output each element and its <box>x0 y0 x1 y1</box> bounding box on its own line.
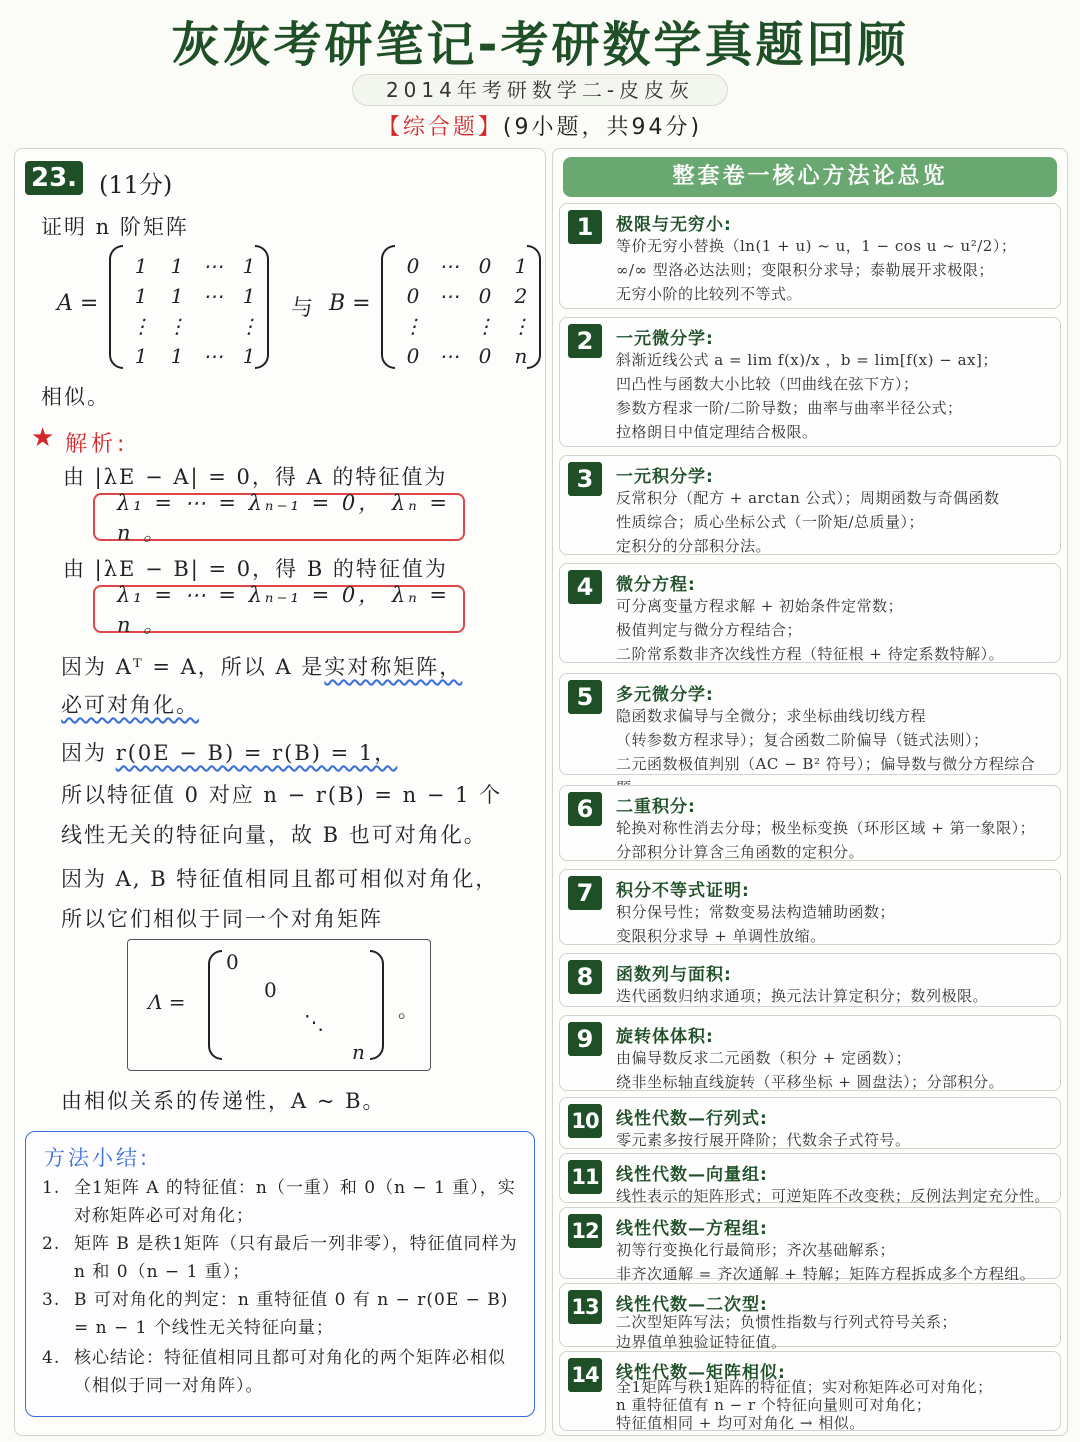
card-body <box>616 1238 1056 1286</box>
matrix-b-cell: 0 <box>406 284 420 308</box>
matrix-a-cell: 1 <box>242 254 256 278</box>
card-body <box>616 816 1056 864</box>
section-info: (9小题，共94分) <box>502 115 703 140</box>
analysis-text: 因为 <box>61 741 116 765</box>
card-number: 10 <box>568 1104 602 1138</box>
summary-item <box>42 1344 524 1400</box>
card-body <box>616 1046 1056 1094</box>
card-title: 线性代数—方程组: <box>616 1219 768 1239</box>
matrix-a-cell: ⋯ <box>203 284 223 308</box>
card-body <box>616 1184 1056 1208</box>
matrix-a-table <box>123 251 267 371</box>
card-line: 边界值单独验证特征值。 <box>616 1333 787 1351</box>
overview-card <box>559 673 1061 775</box>
matrix-a-cell: 1 <box>134 344 148 368</box>
card-number: 2 <box>568 324 602 358</box>
star-icon: ★ <box>31 423 55 453</box>
card-body <box>616 486 1056 558</box>
matrix-b-label: B = <box>329 291 371 316</box>
card-line: 非齐次通解 = 齐次通解 + 特解；矩阵方程拆成多个方程组。 <box>616 1265 1036 1283</box>
card-title: 多元微分学: <box>616 685 714 705</box>
card-line: 无穷小阶的比较列不等式。 <box>616 285 803 303</box>
summary-item-text: B 可对角化的判定：n 重特征值 0 有 n − r(0E − B) = n − 1 个线性无关特征向量； <box>74 1290 509 1338</box>
card-title: 线性代数—行列式: <box>616 1109 768 1129</box>
overview-card <box>559 785 1061 861</box>
card-line: 隐函数求偏导与全微分；求坐标曲线切线方程 <box>616 707 927 725</box>
card-line: 二次型矩阵写法；负惯性指数与行列式符号关系； <box>616 1313 958 1331</box>
matrix-b-cell: ⋯ <box>439 344 459 368</box>
eigenvalue-box: λ₁ = ⋯ = λₙ₋₁ = 0， λₙ = n 。 <box>93 585 465 633</box>
page-title: 灰灰考研笔记-考研数学真题回顾 <box>171 17 909 73</box>
problem-panel <box>14 148 546 1436</box>
card-number: 14 <box>568 1358 602 1392</box>
card-number: 4 <box>568 570 602 604</box>
matrix-a-cell <box>195 311 231 341</box>
card-title: 二重积分: <box>616 797 696 817</box>
matrix-b-cell: ⋯ <box>439 284 459 308</box>
summary-item <box>42 1230 524 1286</box>
diagonal-matrix-end: 。 <box>398 998 418 1022</box>
card-title: 一元微分学: <box>616 329 714 349</box>
highlight-text: r(0E − B) = r(B) = 1， <box>115 741 398 765</box>
overview-title: 整套卷一核心方法论总览 <box>563 157 1057 197</box>
card-line: 参数方程求一阶/二阶导数；曲率与曲率半径公式； <box>616 399 963 417</box>
summary-item <box>42 1286 524 1342</box>
matrix-a-cell: ⋯ <box>203 254 223 278</box>
card-number: 8 <box>568 960 602 994</box>
card-line: 定积分的分部积分法。 <box>616 537 772 555</box>
question-number: 23. <box>25 161 83 195</box>
matrix-a-label: A = <box>57 291 99 316</box>
matrix-b-cell: 0 <box>406 344 420 368</box>
summary-item-number: 2. <box>42 1234 61 1254</box>
highlight-text: 必可对角化。 <box>61 693 199 717</box>
card-number: 7 <box>568 876 602 910</box>
card-body <box>616 900 1056 948</box>
diagonal-left-paren <box>208 950 222 1060</box>
matrix-a-cell: 1 <box>242 284 256 308</box>
matrix-a-right-paren <box>255 245 269 369</box>
overview-card <box>559 953 1061 1007</box>
matrix-a-cell: ⋮ <box>131 314 151 338</box>
matrix-b-cell: 0 <box>478 344 492 368</box>
eigenvalue-box: λ₁ = ⋯ = λₙ₋₁ = 0， λₙ = n 。 <box>93 493 465 541</box>
matrix-a-cell: 1 <box>170 284 184 308</box>
overview-card <box>559 1351 1061 1431</box>
diagonal-entry: 0 <box>226 950 239 974</box>
card-line: 分部积分计算含三角函数的定积分。 <box>616 843 865 861</box>
card-body <box>616 234 1056 306</box>
matrix-a-cell: ⋯ <box>203 344 223 368</box>
summary-item-number: 4. <box>42 1348 61 1368</box>
overview-card <box>559 1153 1061 1203</box>
card-number: 5 <box>568 680 602 714</box>
analysis-line <box>61 737 397 767</box>
card-line: 等价无穷小替换（ln(1 + u) ~ u，1 − cos u ~ u²/2）； <box>616 237 1017 255</box>
summary-item-text: 全1矩阵 A 的特征值：n（一重）和 0（n − 1 重），实对称矩阵必可对角化； <box>74 1178 516 1226</box>
summary-item-text: 核心结论：特征值相同且都可对角化的两个矩阵必相似（相似于同一对角阵）。 <box>74 1348 506 1396</box>
card-line: 迭代函数归纳求通项；换元法计算定积分；数列极限。 <box>616 987 989 1005</box>
matrix-b-cell: ⋮ <box>511 314 531 338</box>
card-number: 13 <box>568 1290 602 1324</box>
analysis-line: 所以特征值 0 对应 n − r(B) = n − 1 个 <box>61 783 503 807</box>
matrix-a-cell: 1 <box>242 344 256 368</box>
card-number: 12 <box>568 1214 602 1248</box>
card-title: 积分不等式证明: <box>616 881 750 901</box>
analysis-line: 因为 A, B 特征值相同且都可相似对角化， <box>61 867 499 891</box>
overview-card <box>559 1283 1061 1351</box>
matrix-b-cell <box>431 311 467 341</box>
diagonal-entry: 0 <box>264 978 277 1002</box>
matrix-a-cell: 1 <box>170 344 184 368</box>
summary-item <box>42 1174 524 1230</box>
overview-card <box>559 1097 1061 1149</box>
card-line: n 重特征值有 n − r 个特征向量则可对角化； <box>616 1396 932 1414</box>
matrix-b-right-paren <box>527 245 541 369</box>
matrix-a-cell: 1 <box>170 254 184 278</box>
page-subtitle: 2014年考研数学二-皮皮灰 <box>352 74 728 106</box>
diagonal-entry: ⋱ <box>304 1010 324 1034</box>
card-title: 旋转体体积: <box>616 1027 714 1047</box>
diagonal-right-paren <box>370 950 384 1060</box>
problem-statement: 证明 n 阶矩阵 <box>41 215 189 239</box>
matrix-b-table <box>395 251 539 371</box>
card-line: 全1矩阵与秩1矩阵的特征值；实对称矩阵必可对角化； <box>616 1378 993 1396</box>
matrix-row <box>55 245 535 375</box>
card-number: 11 <box>568 1160 602 1194</box>
card-body <box>616 1378 1056 1432</box>
card-title: 微分方程: <box>616 575 696 595</box>
card-line: 变限积分求导 + 单调性放缩。 <box>616 927 826 945</box>
matrix-a-left-paren <box>109 245 123 369</box>
matrix-b-cell: ⋮ <box>475 314 495 338</box>
card-line: （转参数方程求导）；复合函数二阶偏导（链式法则）； <box>616 731 989 749</box>
card-body <box>616 1312 1056 1352</box>
card-body <box>616 594 1056 666</box>
card-line: 绕非坐标轴直线旋转（平移坐标 + 圆盘法）；分部积分。 <box>616 1073 1005 1091</box>
overview-card <box>559 869 1061 945</box>
analysis-line: 由 |λE − A| = 0，得 A 的特征值为 <box>63 465 448 489</box>
matrix-a <box>109 245 269 373</box>
analysis-label: 解析: <box>65 432 129 457</box>
analysis-text: 因为 Aᵀ = A，所以 A 是 <box>61 655 325 679</box>
card-line: 二阶常系数非齐次线性方程（特征根 + 待定系数特解）。 <box>616 645 1005 663</box>
matrix-a-cell: 1 <box>134 254 148 278</box>
matrix-a-cell: ⋮ <box>167 314 187 338</box>
card-line: 零元素多按行展开降阶；代数余子式符号。 <box>616 1131 911 1149</box>
problem-conclusion: 相似。 <box>41 385 110 409</box>
card-title: 线性代数—向量组: <box>616 1165 768 1185</box>
card-line: ∞/∞ 型洛必达法则；变限积分求导；泰勒展开求极限； <box>616 261 994 279</box>
card-number: 3 <box>568 462 602 496</box>
card-line: 斜渐近线公式 a = lim f(x)/x ，b = lim[f(x) − ax]； <box>616 351 998 369</box>
card-line: 积分保号性；常数变易法构造辅助函数； <box>616 903 896 921</box>
matrix-b-cell: 0 <box>478 254 492 278</box>
analysis-line: 由 |λE − B| = 0，得 B 的特征值为 <box>63 557 448 581</box>
section-line <box>0 110 1080 141</box>
card-line: 凹凸性与函数大小比较（凹曲线在弦下方）； <box>616 375 919 393</box>
matrix-b-cell: 2 <box>514 284 528 308</box>
overview-card <box>559 1015 1061 1091</box>
overview-card <box>559 1207 1061 1283</box>
card-title: 极限与无穷小: <box>616 215 732 235</box>
diagonal-matrix-label: Λ = <box>148 990 186 1014</box>
summary-item-number: 1. <box>42 1178 61 1198</box>
card-line: 线性表示的矩阵形式；可逆矩阵不改变秩；反例法判定充分性。 <box>616 1187 1051 1205</box>
matrix-b-cell: n <box>514 344 528 368</box>
analysis-line: 所以它们相似于同一个对角矩阵 <box>61 907 383 931</box>
diagonal-entry: n <box>352 1040 365 1064</box>
overview-card <box>559 317 1061 447</box>
card-number: 6 <box>568 792 602 826</box>
card-body <box>616 1128 1056 1152</box>
card-line: 性质综合；质心坐标公式（一阶矩/总质量）； <box>616 513 925 531</box>
card-line: 轮换对称性消去分母；极坐标变换（环形区域 + 第一象限）； <box>616 819 1036 837</box>
card-line: 二元函数极值判别（AC − B² 符号）；偏导数与微分方程综合 <box>616 755 1036 773</box>
matrix-connector: 与 <box>291 296 314 321</box>
matrix-b-cell: 1 <box>514 254 528 278</box>
card-number: 9 <box>568 1022 602 1056</box>
analysis-final: 由相似关系的传递性，A ~ B。 <box>61 1089 386 1113</box>
matrix-a-cell: 1 <box>134 284 148 308</box>
matrix-b-cell: 0 <box>406 254 420 278</box>
overview-panel <box>552 148 1068 1436</box>
card-title: 一元积分学: <box>616 467 714 487</box>
card-body <box>616 348 1056 444</box>
card-line: 由偏导数反求二元函数（积分 + 定函数）； <box>616 1049 912 1067</box>
card-line: 反常积分（配方 + arctan 公式）；周期函数与奇偶函数 <box>616 489 1000 507</box>
card-title: 线性代数—矩阵相似: <box>616 1363 786 1383</box>
summary-title: 方法小结: <box>44 1146 151 1170</box>
question-score: (11分) <box>99 171 173 199</box>
card-number: 1 <box>568 210 602 244</box>
overview-card <box>559 455 1061 555</box>
summary-item-number: 3. <box>42 1290 61 1310</box>
overview-card <box>559 563 1061 663</box>
card-line: 可分离变量方程求解 + 初始条件定常数； <box>616 597 904 615</box>
card-line: 拉格朗日中值定理结合极限。 <box>616 423 818 441</box>
card-line: 特征值相同 + 均可对角化 → 相似。 <box>616 1414 865 1432</box>
highlight-text: 实对称矩阵， <box>324 655 463 679</box>
summary-item-text: 矩阵 B 是秩1矩阵（只有最后一列非零），特征值同样为 n 和 0（n − 1 重）； <box>74 1234 518 1282</box>
card-title: 线性代数—二次型: <box>616 1295 768 1315</box>
diagonal-matrix-box <box>127 939 431 1071</box>
matrix-b-cell: ⋯ <box>439 254 459 278</box>
matrix-a-cell: ⋮ <box>239 314 259 338</box>
overview-card <box>559 203 1061 309</box>
card-title: 函数列与面积: <box>616 965 732 985</box>
matrix-b-cell: 0 <box>478 284 492 308</box>
section-tag: 【综合题】 <box>377 115 503 140</box>
matrix-b-cell: ⋮ <box>403 314 423 338</box>
matrix-b <box>381 245 541 373</box>
analysis-line <box>61 651 462 681</box>
analysis-line: 线性无关的特征向量，故 B 也可对角化。 <box>61 823 487 847</box>
card-body <box>616 984 1056 1008</box>
card-line: 极值判定与微分方程结合； <box>616 621 803 639</box>
method-summary <box>25 1131 535 1417</box>
card-line: 初等行变换化行最简形；齐次基础解系； <box>616 1241 896 1259</box>
matrix-b-left-paren <box>381 245 395 369</box>
